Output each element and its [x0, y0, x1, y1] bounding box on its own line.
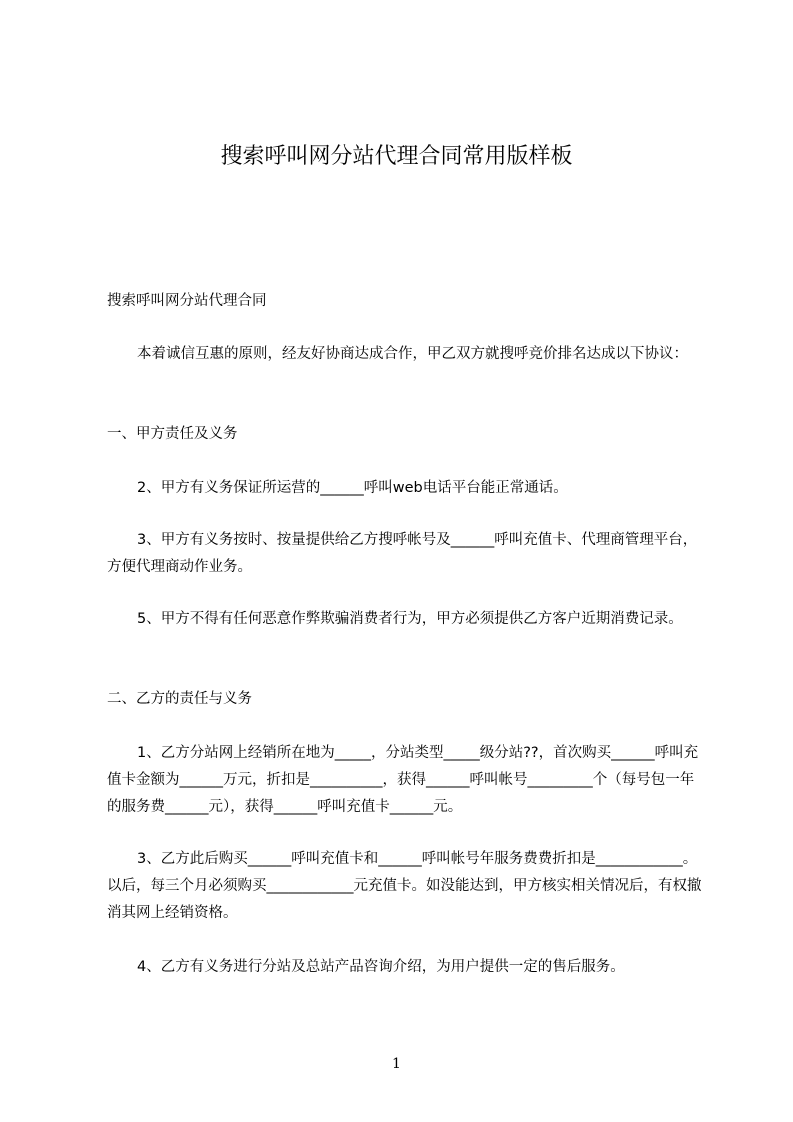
party-b-clause-3: 3、乙方此后购买______呼叫充值卡和______呼叫帐号年服务费费折扣是____________。以后，每三个月必须购买____________元充值卡。如没能达到，甲方核实相关情况后，有权撤消其网上经销资格。	[107, 851, 702, 921]
preamble-paragraph: 本着诚信互惠的原则，经友好协商达成合作，甲乙双方就搜呼竞价排名达成以下协议：	[137, 346, 688, 362]
page-number: 1	[392, 1056, 401, 1072]
party-a-clause-5: 5、甲方不得有任何恶意作弊欺骗消费者行为，甲方必须提供乙方客户近期消费记录。	[137, 611, 683, 627]
party-b-clause-1: 1、乙方分站网上经销所在地为_____，分站类型_____级分站??，首次购买______呼叫充值卡金额为______万元，折扣是__________，获得______呼叫帐号_________个（每号包一年的服务费______元），获得______呼叫充值卡______元。	[107, 745, 699, 815]
document-title: 搜索呼叫网分站代理合同常用版样板	[220, 144, 573, 169]
party-b-clause-4: 4、乙方有义务进行分站及总站产品咨询介绍，为用户提供一定的售后服务。	[137, 959, 625, 975]
contract-heading: 搜索呼叫网分站代理合同	[107, 293, 267, 309]
party-a-clause-2: 2、甲方有义务保证所运营的______呼叫web电话平台能正常通话。	[137, 480, 568, 496]
section-heading-party-a: 一、甲方责任及义务	[107, 426, 238, 442]
party-a-clause-3: 3、甲方有义务按时、按量提供给乙方搜呼帐号及______呼叫充值卡、代理商管理平台，方便代理商动作业务。	[107, 532, 698, 575]
section-heading-party-b: 二、乙方的责任与义务	[107, 691, 252, 707]
